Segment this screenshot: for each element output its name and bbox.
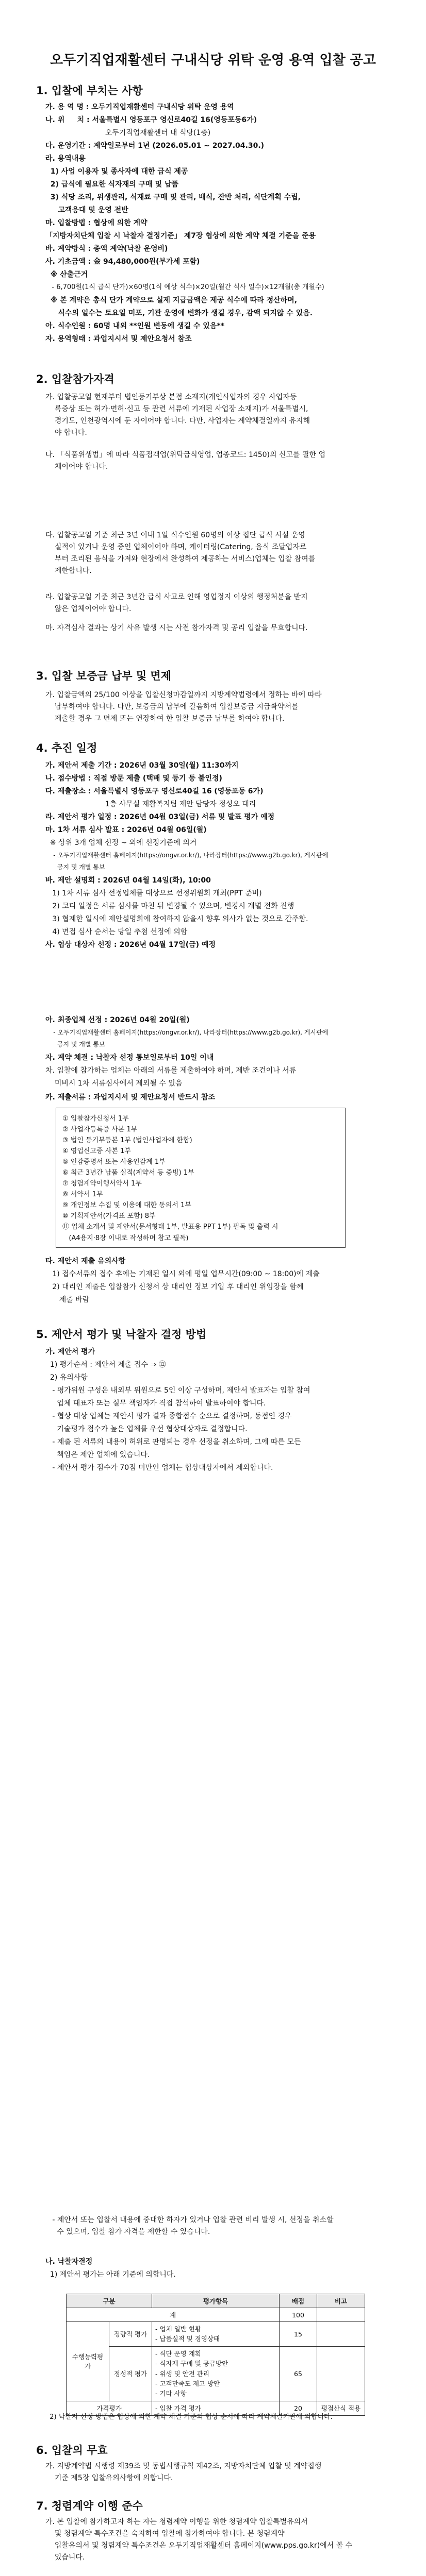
s4-line: 사. 협상 대상자 선정 : 2026년 04월 17일(금) 예정 (45, 941, 216, 949)
s4-line: 미비시 1차 서류심사에서 제외될 수 있음 (45, 1079, 183, 1088)
s4-line: 마. 1차 서류 심사 발표 : 2026년 04월 06일(월) (45, 826, 207, 834)
s1-line: 바. 계약방식 : 총액 계약(낙찰 운영비) (45, 245, 168, 253)
section-2-heading: 2. 입찰참가자격 (36, 373, 114, 385)
s4-line: 3) 협제한 일시에 제안설명회에 참여하지 않을시 향후 의사가 없는 것으로 간주함. (45, 915, 308, 923)
s2-paragraph: 마. 자격심사 결과는 상기 사유 발생 시는 사전 참가자격 및 공리 입찰을 무효합니다. (45, 624, 308, 632)
table-cell: 20 (280, 2401, 317, 2415)
table-cell (317, 2308, 365, 2322)
s4-line: 2) 대리인 제출은 입찰참가 신청서 상 대리인 정보 기입 후 대리인 위임장을 함께 (45, 1283, 304, 1291)
table-cell (317, 2346, 365, 2401)
table-row (67, 2308, 365, 2322)
s1-line: - 6,700원(1식 급식 단가)×60명(1식 예상 식수)×20일(월간 식사 일수)×12개월(총 개월수) (45, 283, 324, 291)
s1-line: 사. 기초금액 : 金 94,480,000원(부가세 포함) (45, 258, 200, 266)
s2-paragraph: 나. 「식품위생법」에 따라 식품접객업(위탁급식영업, 업종코드: 1450)의 신고를 필한 업 체이어야 합니다. (45, 451, 326, 471)
s5-line: 2) 낙찰자 선정 방법은 협상에 의한 계약 체결 기준의 협상 순서에 따라 계약체결기관에 의합니다. (45, 2413, 333, 2421)
s6-paragraph: 가. 지방계약법 시행령 제39조 및 동법시행규칙 제42조, 지방자치단체 입찰 및 계약집행 기준 제5장 입찰유의사항에 의합니다. (45, 2462, 322, 2483)
s4-line: - 오두기직업재활센터 홈페이지(https://ongvr.or.kr/), 나라장터(https://www.g2b.go.kr), 게시판에 (45, 852, 329, 859)
table-row (67, 2322, 365, 2347)
s4-line: 나. 접수방법 : 직접 방문 제출 (택배 및 등기 등 불인정) (45, 774, 222, 783)
s4-line: 차. 입찰에 참가하는 업체는 아래의 서류를 제출하여야 하며, 제반 조건이나 서류 (45, 1066, 297, 1075)
section-5-heading: 5. 제안서 평가 및 낙찰자 결정 방법 (36, 1328, 207, 1341)
s4-line: 타. 제안서 제출 유의사항 (45, 1257, 126, 1265)
table-cell: 가격평가 (67, 2401, 152, 2415)
s4-line: 4) 면접 심사 순서는 당일 추첨 선정에 의함 (45, 928, 188, 936)
evaluation-table (66, 2294, 365, 2416)
table-header-cell: 평가항목 (152, 2294, 280, 2308)
s4-line: 아. 최종업체 선정 : 2026년 04월 20일(월) (45, 1016, 190, 1024)
s1-line: 3) 식당 조리, 위생관리, 식재료 구매 및 관리, 배식, 잔반 처리, 식단계획 수립, (45, 193, 301, 201)
table-cell: - 입찰 가격 평가 (152, 2401, 280, 2415)
table-cell: - 업체 일반 현황 - 납품실적 및 경영상태 (152, 2322, 280, 2347)
s5-line: 기술평가 점수가 높은 업체를 우선 협상대상자로 결정합니다. (45, 1425, 248, 1433)
s1-line: ※ 본 계약은 총식 단가 계약으로 실제 지급금액은 제공 식수에 따라 정산하며, (45, 296, 298, 304)
table-row (67, 2346, 365, 2401)
s4-line: ※ 상위 3개 업체 선정 ~ 외에 선정기준에 의거 (45, 839, 197, 847)
s1-line: 2) 급식에 필요한 식자재의 구매 및 납품 (45, 180, 178, 189)
table-cell: 정량적 평가 (109, 2322, 152, 2347)
s1-line: 오두기직업재활센터 내 식당(1층) (45, 129, 211, 137)
s1-line: ※ 산출근거 (45, 270, 88, 279)
s4-line: 바. 제안 설명회 : 2026년 04월 14일(화), 10:00 (45, 876, 211, 885)
s5-line: - 제출 된 서류의 내용이 허위로 판명되는 경우 선정을 취소하며, 그에 따른 모든 (45, 1438, 301, 1446)
s5-line: 1) 제안서 평가는 아래 기준에 의합니다. (45, 2270, 176, 2279)
s1-line: 마. 입찰방법 : 협상에 의한 계약 (45, 219, 148, 227)
s4-line: 제출 바람 (45, 1296, 90, 1304)
section-1-heading: 1. 입찰에 부치는 사항 (36, 84, 143, 97)
s1-line: 가. 용 역 명 : 오두기직업재활센터 구내식당 위탁 운영 용역 (45, 103, 234, 111)
s1-line: 자. 용역형태 : 과업지시서 및 제안요청서 참조 (45, 335, 192, 343)
s4-line: 자. 계약 체결 : 낙찰자 선정 통보일로부터 10일 이내 (45, 1054, 214, 1062)
s1-line: 1) 사업 이용자 및 종사자에 대한 급식 제공 (45, 167, 188, 176)
section-4-heading: 4. 추진 일정 (36, 742, 97, 754)
table-header-row (67, 2294, 365, 2308)
s7-paragraph: 가. 본 입찰에 참가하고자 하는 자는 청렴계약 이행을 위한 청렴계약 입찰특별유의서 및 청렴계약 특수조건을 숙지하여 입찰에 참가하여야 합니다. 본 청렴계약 입찰유의서 및 청렴계약 특수조건은 오두기직업재활센터 홈페이지(www.pps.go.kr)에서 볼 수 있습니다. (45, 2518, 353, 2562)
table-cell: 계 (67, 2308, 280, 2322)
table-cell: 100 (280, 2308, 317, 2322)
s2-paragraph: 가. 입찰공고일 현재부터 법인등기부상 본점 소재지(개인사업자의 경우 사업자등 록증상 또는 허가·면허·신고 등 관련 서류에 기재된 사업장 소재지)가 서울특별시, 경기도, 인천광역시에 둔 자이어야 합니다. 다만, 사업자는 계약체결일까지 유지해 야 합니다. (45, 393, 310, 437)
table-header-cell: 구분 (67, 2294, 152, 2308)
s3-paragraph: 가. 입찰금액의 25/100 이상을 입찰신청마감일까지 지방계약법령에서 정하는 바에 따라 납부하여야 합니다. 다만, 보증금의 납부에 갈음하여 입찰보증금 지급확약서를 제출할 경우 그 면제 또는 연장하여 한 입찰 보증금 납부를 하여야 합니다. (45, 691, 322, 723)
table-cell (317, 2322, 365, 2347)
table-cell: 15 (280, 2322, 317, 2347)
s5-line: 업체 대표자 또는 실무 책임자가 직접 참석하여 발표하여야 합니다. (45, 1399, 266, 1408)
s4-line: 2) 코디 일정은 서류 심사를 마친 뒤 변경될 수 있으며, 변경시 개별 전화 진행 (45, 902, 294, 910)
s4-line: 라. 제안서 평가 일정 : 2026년 04월 03일(금) 서류 및 발표 평가 예정 (45, 813, 275, 821)
required-documents-list: ① 입찰참가신청서 1부 ② 사업자등록증 사본 1부 ③ 법인 등기부등본 1부 (법인사업자에 한함) ④ 영업신고증 사본 1부 ⑤ 인감증명서 또는 사용인감계 1부 ⑥ 최근 3년간 납품 실적(계약서 등 증빙) 1부 ⑦ 청렴계약이행서약서 1부 ⑧ 서약서 1부 ⑨ 개인정보 수집 및 이용에 대한 동의서 1부 ⑩ 기획제안서(가격표 포함) 8부 ⑪ 업체 소개서 및 제안서(문서형태 1부, 발표용 PPT 1부) 필독 및 출력 시 (A4용지·8장 이내로 작성하며 참고 필독) (62, 1115, 278, 1242)
s5-line: 가. 제안서 평가 (45, 1348, 95, 1356)
s4-line: 1층 사무실 재활복지팀 제안 담당자 정성오 대리 (45, 800, 256, 808)
section-3-heading: 3. 입찰 보증금 납부 및 면제 (36, 670, 172, 682)
s2-paragraph: 다. 입찰공고일 기준 최근 3년 이내 1일 식수인원 60명의 이상 집단 급식 시설 운영 실적이 있거나 운영 중인 업체이어야 하며, 케이터링(Catering, 음식 조달업자로 부터 조리된 음식을 가져와 현장에서 완성하여 제공하는 서비스)업체는 입찰 참여를 제한합니다. (45, 531, 316, 575)
s1-line: 「지방자치단체 입찰 시 낙찰자 결정기준」 제7장 협상에 의한 계약 체결 기준을 준용 (45, 232, 316, 240)
s1-line: 라. 용역내용 (45, 155, 86, 163)
s4-line: 가. 제안서 제출 기간 : 2026년 03월 30일(월) 11:30까지 (45, 761, 239, 770)
s2-paragraph: 라. 입찰공고일 기준 최근 3년간 급식 사고로 인해 영업정지 이상의 행정처분을 받지 않은 업체이어야 합니다. (45, 593, 308, 614)
required-documents-box (56, 1108, 346, 1248)
s1-line: 아. 식수인원 : 60명 내외 **인원 변동에 생길 수 있음** (45, 322, 224, 330)
section-7-heading: 7. 청렴계약 이행 준수 (36, 2500, 143, 2512)
s5-line: 나. 낙찰자결정 (45, 2258, 93, 2266)
s5-line: - 협상 대상 업체는 제안서 평가 결과 종합점수 순으로 결정하며, 동점인 경우 (45, 1412, 292, 1420)
table-cell: - 식단 운영 계획 - 식자재 구매 및 공급방안 - 위생 및 안전 관리 - 고객만족도 제고 방안 - 기타 사항 (152, 2346, 280, 2401)
table-header-cell: 비고 (317, 2294, 365, 2308)
table-cell: 평점산식 적용 (317, 2401, 365, 2415)
s5-paragraph: - 제안서 또는 입찰서 내용에 중대한 하자가 있거나 입찰 관련 비리 발생 시, 선정을 취소할 수 있으며, 입찰 참가 자격을 제한할 수 있습니다. (52, 2216, 334, 2236)
table-header-cell: 배점 (280, 2294, 317, 2308)
s4-line: 다. 제출장소 : 서울특별시 영등포구 영신로40길 16 (영등포동 6가) (45, 787, 264, 795)
s1-line: 식수의 일수는 토요일 미포, 기관 운영에 변화가 생길 경우, 감액 되지않 수 있음. (45, 309, 313, 317)
s4-line: 1) 1차 서류 심사 선정업체를 대상으로 선정위원회 개최(PPT 준비) (45, 889, 262, 897)
section-6-heading: 6. 입찰의 무효 (36, 2444, 108, 2456)
s1-line: 고객응대 및 운영 전반 (45, 206, 128, 214)
s5-line: 2) 유의사항 (45, 1374, 88, 1382)
table-cell: 65 (280, 2346, 317, 2401)
s5-line: 1) 평가순서 : 제안서 제출 접수 ⇒ ⑫ (45, 1361, 166, 1369)
s4-line: 1) 접수서류의 접수 후에는 기재된 일시 외에 평일 업무시간(09:00 ~ 18:00)에 제출 (45, 1270, 320, 1278)
table-cell: 수행능력평가 (67, 2322, 109, 2401)
table-cell: 정성적 평가 (109, 2346, 152, 2401)
s4-line: 카. 제출서류 : 과업지시서 및 제안요청서 반드시 참조 (45, 1093, 216, 1101)
s5-line: - 평가위원 구성은 내외부 위원으로 5인 이상 구성하며, 제안서 발표자는 입찰 참여 (45, 1386, 310, 1395)
s1-line: 나. 위 치 : 서울특별시 영등포구 영신로40길 16(영등포동6가) (45, 116, 257, 124)
s4-line: - 오두기직업재활센터 홈페이지(https://ongvr.or.kr/), 나라장터(https://www.g2b.go.kr), 게시판에 (45, 1029, 329, 1036)
notice-title: 오두기직업재활센터 구내식당 위탁 운영 용역 입찰 공고 (50, 53, 376, 68)
s4-line: 공지 및 개별 통보 (45, 1041, 105, 1048)
s5-line: - 제안서 평가 점수가 70점 미만인 업체는 협상대상자에서 제외합니다. (45, 1464, 273, 1472)
s5-line: 책임은 제안 업체에 있습니다. (45, 1451, 150, 1459)
s1-line: 다. 운영기간 : 계약일로부터 1년 (2026.05.01 ~ 2027.04.30.) (45, 142, 265, 150)
s4-line: 공지 및 개별 통보 (45, 863, 105, 871)
